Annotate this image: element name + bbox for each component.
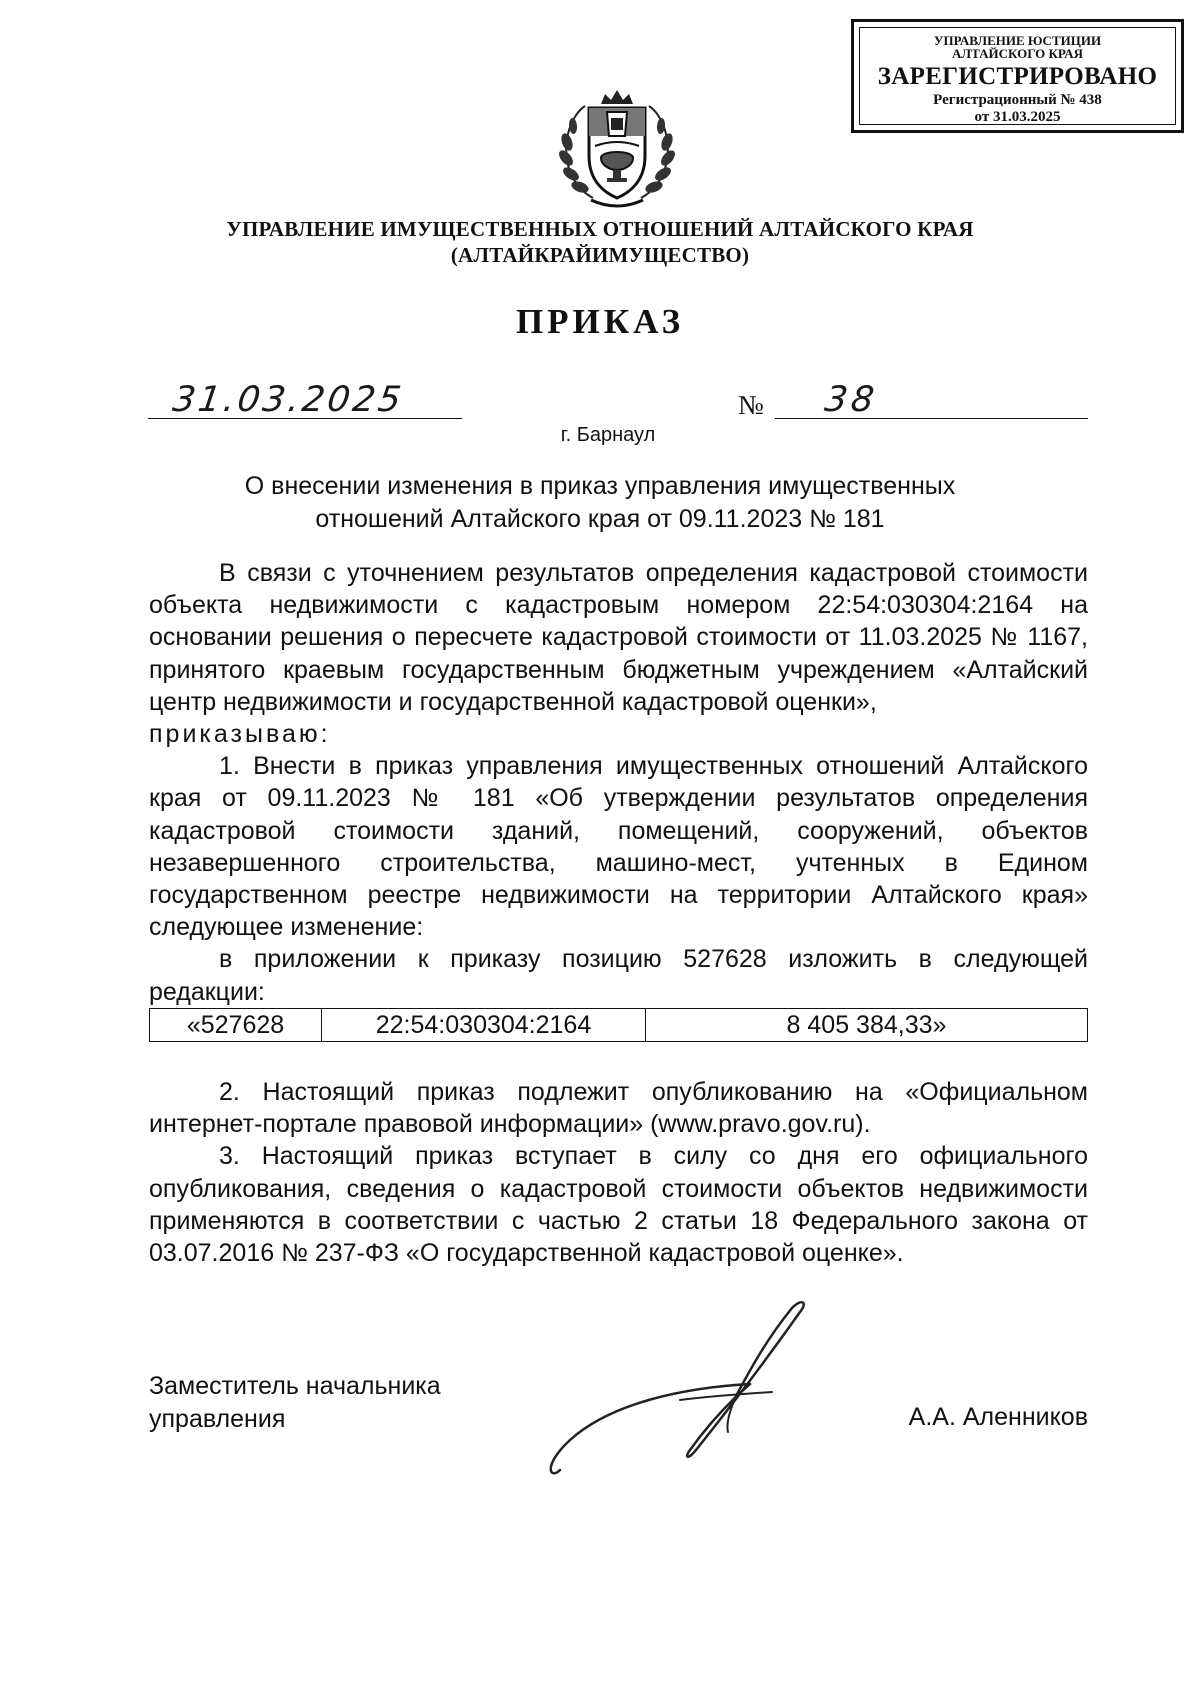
stamp-reg-number: Регистрационный № 438	[933, 92, 1102, 108]
signer-position	[149, 1370, 441, 1436]
stamp-org-line2: АЛТАЙСКОГО КРАЯ	[952, 46, 1083, 61]
document-subject	[0, 470, 1200, 536]
table-cell-position: «527628	[150, 1009, 322, 1041]
stamp-org-line1: УПРАВЛЕНИЕ ЮСТИЦИИ	[933, 33, 1102, 48]
document-type-title: ПРИКАЗ	[515, 302, 685, 341]
stamp-org	[860, 34, 1175, 60]
subject-line2: отношений Алтайского края от 09.11.2023 № 181	[315, 505, 885, 533]
table-cell-cadastral-number: 22:54:030304:2164	[322, 1009, 646, 1041]
handwritten-number: 38	[822, 380, 881, 420]
position-table-row	[149, 1008, 1088, 1042]
stamp-inner-frame	[859, 27, 1176, 125]
document-body-part1	[149, 557, 1088, 976]
stamp-reg-date: от 31.03.2025	[974, 109, 1061, 125]
date-underline	[148, 418, 462, 419]
handwritten-signature-icon	[540, 1300, 840, 1490]
agency-name: УПРАВЛЕНИЕ ИМУЩЕСТВЕННЫХ ОТНОШЕНИЙ АЛТАЙСКОГО КРАЯ	[226, 217, 974, 241]
registration-stamp	[851, 19, 1184, 133]
item-2-paragraph: 2. Настоящий приказ подлежит опубликованию на «Официальном интернет-портале правовой информации» (www.pravo.gov.ru).	[149, 1078, 1088, 1139]
city-label: г. Барнаул	[560, 424, 656, 446]
preamble-paragraph: В связи с уточнением результатов определения кадастровой стоимости объекта недвижимости с кадастровым номером 22:54:030304:2164 на основании решения о пересчете кадастровой стоимости от 11.03.2025 № 1167, принятого краевым государственным бюджетным учреждением «Алтайский центр недвижимости и государственной кадастровой оценки»,	[149, 559, 1088, 716]
stamp-status: ЗАРЕГИСТРИРОВАНО	[877, 63, 1158, 90]
subject-line1: О внесении изменения в приказ управления имущественных	[244, 472, 956, 500]
signer-name: А.А. Аленников	[908, 1403, 1088, 1431]
order-word: приказываю:	[149, 720, 331, 749]
number-underline	[775, 418, 1088, 419]
agency-short-name: (АЛТАЙКРАЙИМУЩЕСТВО)	[450, 243, 750, 267]
signer-position-line2: управления	[149, 1405, 286, 1433]
coat-of-arms-emblem-icon	[553, 88, 681, 213]
document-body-part2	[149, 1076, 1088, 1269]
item-1-change-paragraph: в приложении к приказу позицию 527628 изложить в следующей	[219, 945, 1088, 974]
item-3-paragraph: 3. Настоящий приказ вступает в силу со дня его официального опубликования, сведения о кадастровой стоимости объектов недвижимости применяются в соответствии с частью 2 статьи 18 Федерального закона от 03.07.2016 № 237-ФЗ «О государственной кадастровой оценке».	[149, 1142, 1088, 1268]
signer-position-line1: Заместитель начальника	[149, 1372, 441, 1400]
item-1-change-tail: редакции:	[149, 978, 265, 1006]
handwritten-date: 31.03.2025	[170, 380, 407, 420]
item-1-paragraph: 1. Внести в приказ управления имущественных отношений Алтайского края от 09.11.2023 № 181 «Об утверждении результатов определения кадастровой стоимости зданий, помещений, сооружений, объектов незавершенного строительства, машино-мест, учтенных в Едином государственном реестре недвижимости на территории Алтайского края» следующее изменение:	[149, 752, 1088, 942]
number-sign: №	[738, 390, 764, 420]
table-cell-value: 8 405 384,33»	[786, 1010, 947, 1039]
